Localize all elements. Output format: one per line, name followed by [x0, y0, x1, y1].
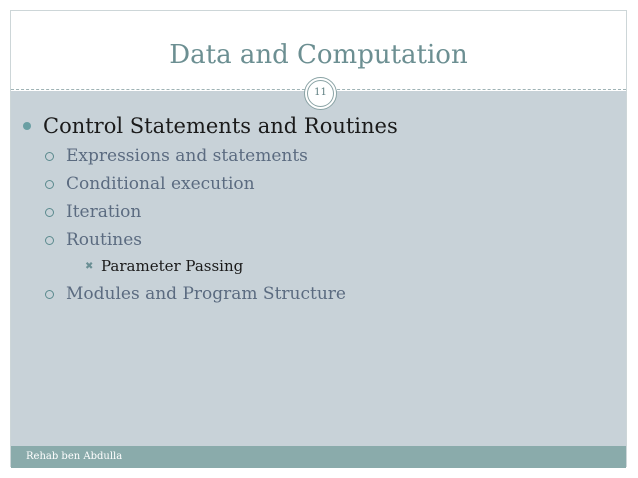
bullet-sub-3	[45, 202, 141, 222]
bullet-sub-text: Conditional execution	[66, 174, 255, 194]
bullet-subsub	[85, 257, 243, 275]
footer-author: Rehab ben Abdulla	[26, 451, 123, 462]
hollow-circle-bullet-icon	[45, 180, 54, 189]
hollow-circle-bullet-icon	[45, 290, 54, 299]
hollow-circle-bullet-icon	[45, 208, 54, 217]
bullet-sub-text: Modules and Program Structure	[66, 284, 346, 304]
slide-number-badge	[304, 77, 337, 110]
slide-number: 11	[314, 87, 327, 98]
cross-bullet-icon: ✖	[85, 260, 94, 272]
bullet-main-text: Control Statements and Routines	[43, 114, 398, 138]
bullet-sub-2	[45, 174, 255, 194]
bullet-subsub-text: Parameter Passing	[101, 257, 244, 275]
filled-circle-bullet-icon	[23, 122, 31, 130]
bullet-main	[23, 114, 398, 138]
footer-bar	[11, 446, 626, 468]
bullet-sub-5	[45, 284, 346, 304]
hollow-circle-bullet-icon	[45, 236, 54, 245]
bullet-sub-1	[45, 146, 308, 166]
hollow-circle-bullet-icon	[45, 152, 54, 161]
slide-frame	[10, 10, 627, 467]
bullet-sub-text: Expressions and statements	[66, 146, 308, 166]
slide-title: Data and Computation	[169, 40, 468, 70]
bullet-sub-4	[45, 230, 142, 250]
bullet-sub-text: Routines	[66, 230, 142, 250]
bullet-sub-text: Iteration	[66, 202, 142, 222]
